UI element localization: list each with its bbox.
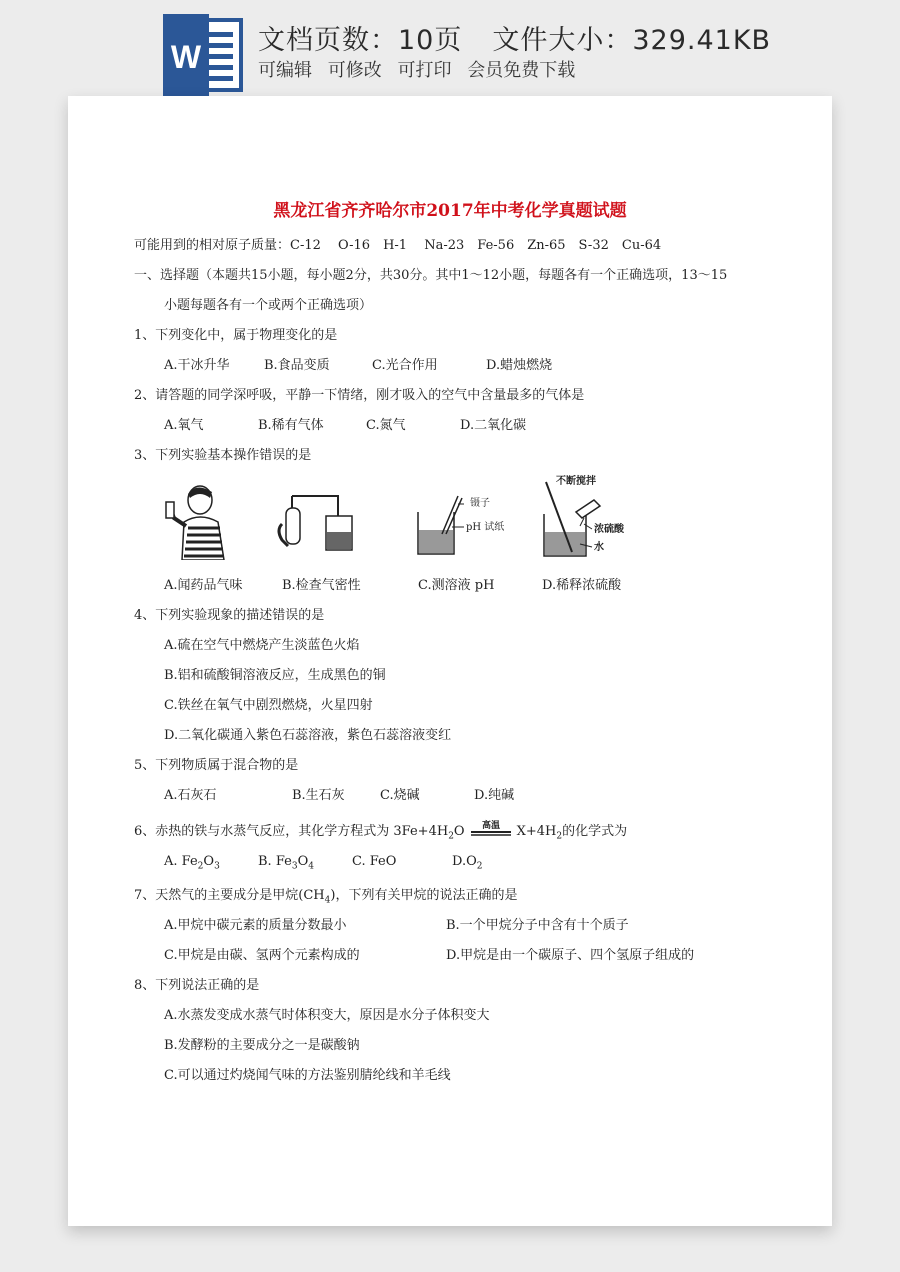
q1-option-a: A.干冰升华 (164, 358, 230, 373)
label-tweezers: 镊子 (470, 498, 490, 509)
figure-ph-test (412, 494, 522, 560)
label-water: 水 (594, 542, 604, 553)
label-acid: 浓硫酸 (594, 524, 624, 535)
question-2: 2、请答题的同学深呼吸，平静一下情绪，刚才吸入的空气中含量最多的气体是 (134, 388, 585, 403)
q6-text-mid: O (453, 824, 465, 839)
q1-option-d: D.蜡烛燃烧 (486, 358, 553, 373)
q7-option-d: D.甲烷是由一个碳原子、四个氢原子组成的 (446, 948, 695, 963)
figure-dilute-acid (536, 474, 646, 562)
q6-option-d (452, 854, 482, 872)
q6-sub-2: 2 (556, 831, 563, 842)
question-8: 8、下列说法正确的是 (134, 978, 260, 993)
page-count: 文档页数：10页 (258, 25, 463, 56)
q5-option-a: A.石灰石 (164, 788, 217, 803)
q6-reaction-arrow (465, 820, 517, 839)
file-permissions (258, 56, 585, 82)
q6-sub-1: 2 (448, 831, 454, 842)
q3-option-a: A.闻药品气味 (164, 578, 243, 593)
q1-option-c: C.光合作用 (372, 358, 438, 373)
q6-option-a-mid: O (203, 854, 215, 869)
file-meta (258, 18, 771, 57)
q8-option-a: A.水蒸发变成水蒸气时体积变大，原因是水分子体积变大 (164, 1008, 490, 1023)
q4-option-b: B.铝和硫酸铜溶液反应，生成黑色的铜 (164, 668, 386, 683)
q3-option-d: D.稀释浓硫酸 (542, 578, 622, 593)
reaction-condition-arrow-icon (469, 819, 513, 841)
label-ph-paper: pH 试纸 (466, 522, 505, 533)
q8-option-b: B.发酵粉的主要成分之一是碳酸钠 (164, 1038, 360, 1053)
q6-option-a-sub1: 2 (197, 861, 204, 872)
section-heading-cont: 小题每题各有一个或两个正确选项） (164, 298, 373, 313)
perm-free-download: 会员免费下载 (467, 60, 576, 81)
q6-condition: 高温 (481, 820, 500, 831)
q6-option-b (258, 854, 314, 872)
q8-option-c: C.可以通过灼烧闻气味的方法鉴别腈纶线和羊毛线 (164, 1068, 451, 1083)
q6-text-pre: 6、赤热的铁与水蒸气反应，其化学方程式为 3Fe+4H (134, 824, 449, 839)
q3-option-b: B.检查气密性 (282, 578, 361, 593)
q5-option-b: B.生石灰 (292, 788, 345, 803)
q2-option-c: C.氮气 (366, 418, 406, 433)
figure-airtightness-check (274, 488, 358, 560)
section-heading: 一、选择题（本题共15小题，每小题2分，共30分。其中1～12小题，每题各有一个正确选项，13～15 (134, 268, 728, 283)
q6-option-d-text: D.O (452, 854, 477, 869)
q4-option-a: A.硫在空气中燃烧产生淡蓝色火焰 (164, 638, 360, 653)
download-banner (0, 0, 900, 100)
question-1: 1、下列变化中，属于物理变化的是 (134, 328, 338, 343)
question-3: 3、下列实验基本操作错误的是 (134, 448, 312, 463)
q6-option-b-mid: O (297, 854, 309, 869)
q6-text-post: X+4H (516, 824, 557, 839)
q7-option-c: C.甲烷是由碳、氢两个元素构成的 (164, 948, 360, 963)
q6-option-a (164, 854, 220, 872)
q6-option-a-sub2: 3 (214, 861, 220, 872)
q7-option-b: B.一个甲烷分子中含有十个质子 (446, 918, 629, 933)
q5-option-c: C.烧碱 (380, 788, 420, 803)
q2-option-a: A.氧气 (164, 418, 204, 433)
perm-printable: 可打印 (397, 60, 452, 81)
word-document-icon (163, 14, 245, 96)
q6-option-d-sub: 2 (476, 861, 483, 872)
figure-smell-chemical (160, 482, 230, 560)
q1-option-b: B.食品变质 (264, 358, 330, 373)
page-title: 黑龙江省齐齐哈尔市2017年中考化学真题试题 (273, 201, 627, 221)
file-size: 文件大小：329.41KB (492, 25, 772, 56)
perm-modifiable: 可修改 (327, 60, 382, 81)
q6-option-a-text: A. Fe (164, 854, 198, 869)
q4-option-d: D.二氧化碳通入紫色石蕊溶液，紫色石蕊溶液变红 (164, 728, 452, 743)
q2-option-d: D.二氧化碳 (460, 418, 527, 433)
q3-option-c: C.测溶液 pH (418, 578, 495, 593)
perm-editable: 可编辑 (258, 60, 312, 81)
q4-option-c: C.铁丝在氧气中剧烈燃烧，火星四射 (164, 698, 373, 713)
q7-sub: 4 (324, 895, 331, 906)
q6-option-b-text: B. Fe (258, 854, 292, 869)
label-stir: 不断搅拌 (556, 476, 596, 487)
q6-text-end: 的化学式为 (562, 824, 628, 839)
document-page (68, 96, 832, 1226)
q7-option-a: A.甲烷中碳元素的质量分数最小 (164, 918, 347, 933)
q7-text-post: )，下列有关甲烷的说法正确的是 (330, 888, 518, 903)
word-icon-letter: W (170, 39, 202, 75)
q5-option-d: D.纯碱 (474, 788, 515, 803)
question-5: 5、下列物质属于混合物的是 (134, 758, 299, 773)
question-6 (134, 820, 627, 842)
q6-option-b-sub1: 3 (291, 861, 298, 872)
question-7 (134, 884, 517, 906)
q2-option-b: B.稀有气体 (258, 418, 324, 433)
atomic-mass-line: 可能用到的相对原子质量：C-12 O-16 H-1 Na-23 Fe-56 Zn-65 S-32 Cu-64 (134, 238, 662, 253)
q6-option-b-sub2: 4 (308, 861, 314, 872)
q7-text-pre: 7、天然气的主要成分是甲烷(CH (134, 888, 325, 903)
q6-option-c: C. FeO (352, 854, 397, 869)
question-4: 4、下列实验现象的描述错误的是 (134, 608, 325, 623)
